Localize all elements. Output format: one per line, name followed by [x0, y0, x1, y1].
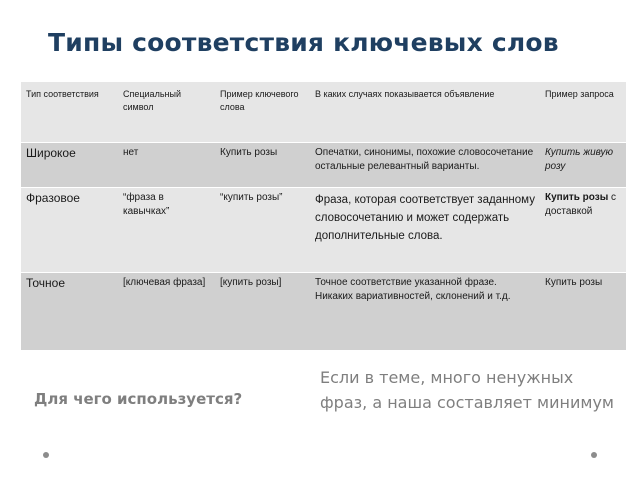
cell-type: Фразовое [21, 188, 118, 273]
cell-query [540, 188, 626, 273]
cell-type: Точное [21, 273, 118, 351]
header-query: Пример запроса [540, 82, 626, 143]
header-example: Пример ключевого слова [215, 82, 310, 143]
cell-example: “купить розы” [215, 188, 310, 273]
question-text: Для чего используется? [34, 390, 243, 408]
cell-when: Точное соответствие указанной фразе. Никаких вариативностей, склонений и т.д. [310, 273, 540, 351]
slide-bullet-dot-left [43, 452, 49, 458]
slide-title: Типы соответствия ключевых слов [48, 28, 559, 57]
table-header-row [21, 82, 626, 143]
table-row [21, 188, 626, 273]
header-symbol: Специальный символ [118, 82, 215, 143]
header-when: В каких случаях показывается объявление [310, 82, 540, 143]
cell-example: [купить розы] [215, 273, 310, 351]
cell-example: Купить розы [215, 143, 310, 188]
slide-bullet-dot-right [591, 452, 597, 458]
cell-when: Опечатки, синонимы, похожие словосочетание остальные релевантный варианты. [310, 143, 540, 188]
match-types-table [21, 82, 626, 351]
cell-symbol: “фраза в кавычках” [118, 188, 215, 273]
note-text: Если в теме, много ненужных фраз, а наша составляет минимум [320, 368, 614, 412]
query-keyword: Купить розы [545, 192, 609, 203]
cell-query: Купить живую розу [540, 143, 626, 188]
query-extra: с доставкой [545, 192, 617, 217]
cell-type: Широкое [21, 143, 118, 188]
table-row [21, 273, 626, 351]
table-row [21, 143, 626, 188]
header-type: Тип соответствия [21, 82, 118, 143]
cell-when: Фраза, которая соответствует заданному словосочетанию и может содержать дополнительные слова. [310, 188, 540, 273]
cell-symbol: нет [118, 143, 215, 188]
cell-symbol: [ключевая фраза] [118, 273, 215, 351]
cell-query: Купить розы [540, 273, 626, 351]
